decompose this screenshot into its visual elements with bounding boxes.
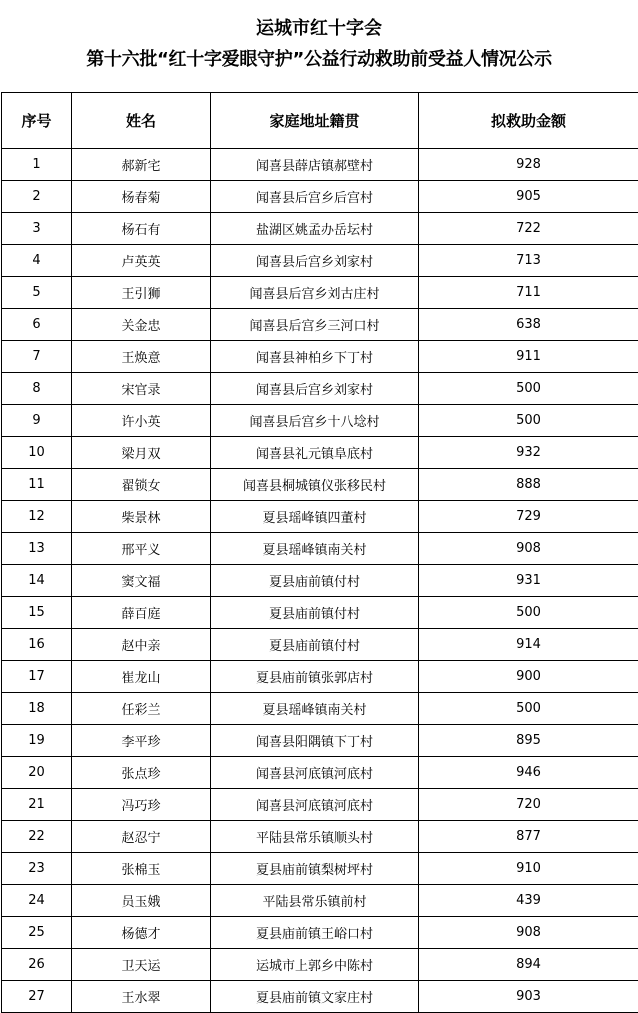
address-cell: 夏县庙前镇付村 xyxy=(211,565,419,597)
amount-cell: 905 xyxy=(419,181,638,213)
amount-cell: 900 xyxy=(419,661,638,693)
table-row xyxy=(2,181,638,213)
beneficiary-table xyxy=(1,92,638,1013)
amount-cell: 928 xyxy=(419,149,638,181)
serial-cell: 18 xyxy=(2,693,72,725)
address-cell: 闻喜县后宫乡刘家村 xyxy=(211,245,419,277)
name-cell: 郝新宅 xyxy=(72,149,211,181)
serial-cell: 21 xyxy=(2,789,72,821)
amount-cell: 914 xyxy=(419,629,638,661)
address-cell: 闻喜县河底镇河底村 xyxy=(211,789,419,821)
amount-cell: 500 xyxy=(419,693,638,725)
amount-cell: 638 xyxy=(419,309,638,341)
amount-cell: 500 xyxy=(419,405,638,437)
serial-cell: 14 xyxy=(2,565,72,597)
name-cell: 许小英 xyxy=(72,405,211,437)
table-row xyxy=(2,597,638,629)
table-row xyxy=(2,213,638,245)
amount-cell: 500 xyxy=(419,597,638,629)
table-row xyxy=(2,149,638,181)
amount-cell: 877 xyxy=(419,821,638,853)
name-cell: 冯巧珍 xyxy=(72,789,211,821)
amount-cell: 910 xyxy=(419,853,638,885)
serial-cell: 11 xyxy=(2,469,72,501)
serial-cell: 16 xyxy=(2,629,72,661)
table-row xyxy=(2,757,638,789)
amount-cell: 729 xyxy=(419,501,638,533)
amount-cell: 908 xyxy=(419,533,638,565)
serial-cell: 12 xyxy=(2,501,72,533)
address-cell: 夏县庙前镇付村 xyxy=(211,597,419,629)
serial-cell: 5 xyxy=(2,277,72,309)
address-cell: 夏县庙前镇王峪口村 xyxy=(211,917,419,949)
name-cell: 宋官录 xyxy=(72,373,211,405)
name-cell: 邢平义 xyxy=(72,533,211,565)
name-cell: 窦文福 xyxy=(72,565,211,597)
serial-cell: 1 xyxy=(2,149,72,181)
name-cell: 杨德才 xyxy=(72,917,211,949)
amount-cell: 439 xyxy=(419,885,638,917)
address-cell: 平陆县常乐镇前村 xyxy=(211,885,419,917)
table-row xyxy=(2,693,638,725)
address-cell: 闻喜县河底镇河底村 xyxy=(211,757,419,789)
column-header-name: 姓名 xyxy=(72,93,211,149)
amount-cell: 932 xyxy=(419,437,638,469)
serial-cell: 27 xyxy=(2,981,72,1013)
column-header-serial: 序号 xyxy=(2,93,72,149)
amount-cell: 895 xyxy=(419,725,638,757)
table-row xyxy=(2,373,638,405)
table-header-row xyxy=(2,93,638,149)
serial-cell: 8 xyxy=(2,373,72,405)
table-row xyxy=(2,981,638,1013)
table-row xyxy=(2,789,638,821)
amount-cell: 894 xyxy=(419,949,638,981)
address-cell: 夏县庙前镇文家庄村 xyxy=(211,981,419,1013)
serial-cell: 17 xyxy=(2,661,72,693)
address-cell: 闻喜县后宫乡刘家村 xyxy=(211,373,419,405)
name-cell: 王引狮 xyxy=(72,277,211,309)
address-cell: 闻喜县阳隅镇下丁村 xyxy=(211,725,419,757)
serial-cell: 3 xyxy=(2,213,72,245)
address-cell: 闻喜县后宫乡后宫村 xyxy=(211,181,419,213)
amount-cell: 911 xyxy=(419,341,638,373)
table-row xyxy=(2,277,638,309)
address-cell: 闻喜县桐城镇仪张移民村 xyxy=(211,469,419,501)
name-cell: 杨春菊 xyxy=(72,181,211,213)
serial-cell: 13 xyxy=(2,533,72,565)
amount-cell: 722 xyxy=(419,213,638,245)
amount-cell: 903 xyxy=(419,981,638,1013)
name-cell: 崔龙山 xyxy=(72,661,211,693)
address-cell: 夏县瑶峰镇四董村 xyxy=(211,501,419,533)
document-header xyxy=(0,0,638,92)
serial-cell: 24 xyxy=(2,885,72,917)
amount-cell: 711 xyxy=(419,277,638,309)
name-cell: 梁月双 xyxy=(72,437,211,469)
name-cell: 柴景林 xyxy=(72,501,211,533)
address-cell: 夏县庙前镇张郭店村 xyxy=(211,661,419,693)
name-cell: 卢英英 xyxy=(72,245,211,277)
table-body xyxy=(2,149,638,1013)
address-cell: 平陆县常乐镇顺头村 xyxy=(211,821,419,853)
serial-cell: 15 xyxy=(2,597,72,629)
serial-cell: 2 xyxy=(2,181,72,213)
serial-cell: 10 xyxy=(2,437,72,469)
amount-cell: 888 xyxy=(419,469,638,501)
table-row xyxy=(2,341,638,373)
amount-cell: 946 xyxy=(419,757,638,789)
name-cell: 员玉娥 xyxy=(72,885,211,917)
serial-cell: 6 xyxy=(2,309,72,341)
table-row xyxy=(2,565,638,597)
address-cell: 夏县庙前镇梨树坪村 xyxy=(211,853,419,885)
announcement-title: 第十六批“红十字爱眼守护”公益行动救助前受益人情况公示 xyxy=(86,49,552,70)
address-cell: 闻喜县礼元镇阜底村 xyxy=(211,437,419,469)
name-cell: 杨石有 xyxy=(72,213,211,245)
table-row xyxy=(2,245,638,277)
table-row xyxy=(2,949,638,981)
table-row xyxy=(2,661,638,693)
serial-cell: 20 xyxy=(2,757,72,789)
name-cell: 王水翠 xyxy=(72,981,211,1013)
column-header-amount: 拟救助金额 xyxy=(419,93,638,149)
serial-cell: 26 xyxy=(2,949,72,981)
name-cell: 翟锁女 xyxy=(72,469,211,501)
address-cell: 夏县庙前镇付村 xyxy=(211,629,419,661)
name-cell: 张棉玉 xyxy=(72,853,211,885)
organization-title: 运城市红十字会 xyxy=(256,18,382,39)
amount-cell: 931 xyxy=(419,565,638,597)
name-cell: 任彩兰 xyxy=(72,693,211,725)
table-row xyxy=(2,405,638,437)
amount-cell: 720 xyxy=(419,789,638,821)
address-cell: 运城市上郭乡中陈村 xyxy=(211,949,419,981)
serial-cell: 19 xyxy=(2,725,72,757)
column-header-address: 家庭地址籍贯 xyxy=(211,93,419,149)
address-cell: 闻喜县薛店镇郝壁村 xyxy=(211,149,419,181)
serial-cell: 9 xyxy=(2,405,72,437)
name-cell: 关金忠 xyxy=(72,309,211,341)
address-cell: 闻喜县后宫乡三河口村 xyxy=(211,309,419,341)
address-cell: 闻喜县后宫乡刘古庄村 xyxy=(211,277,419,309)
serial-cell: 22 xyxy=(2,821,72,853)
serial-cell: 7 xyxy=(2,341,72,373)
name-cell: 张点珍 xyxy=(72,757,211,789)
address-cell: 夏县瑶峰镇南关村 xyxy=(211,693,419,725)
table-row xyxy=(2,533,638,565)
table-row xyxy=(2,309,638,341)
address-cell: 夏县瑶峰镇南关村 xyxy=(211,533,419,565)
name-cell: 李平珍 xyxy=(72,725,211,757)
table-row xyxy=(2,885,638,917)
table-row xyxy=(2,469,638,501)
table-row xyxy=(2,821,638,853)
name-cell: 赵忍宁 xyxy=(72,821,211,853)
table-row xyxy=(2,437,638,469)
serial-cell: 23 xyxy=(2,853,72,885)
table-row xyxy=(2,853,638,885)
serial-cell: 4 xyxy=(2,245,72,277)
serial-cell: 25 xyxy=(2,917,72,949)
address-cell: 盐湖区姚孟办岳坛村 xyxy=(211,213,419,245)
table-row xyxy=(2,629,638,661)
address-cell: 闻喜县神柏乡下丁村 xyxy=(211,341,419,373)
address-cell: 闻喜县后宫乡十八埝村 xyxy=(211,405,419,437)
name-cell: 薛百庭 xyxy=(72,597,211,629)
amount-cell: 500 xyxy=(419,373,638,405)
name-cell: 赵中亲 xyxy=(72,629,211,661)
name-cell: 王焕意 xyxy=(72,341,211,373)
table-row xyxy=(2,725,638,757)
table-row xyxy=(2,501,638,533)
table-row xyxy=(2,917,638,949)
name-cell: 卫天运 xyxy=(72,949,211,981)
amount-cell: 713 xyxy=(419,245,638,277)
amount-cell: 908 xyxy=(419,917,638,949)
